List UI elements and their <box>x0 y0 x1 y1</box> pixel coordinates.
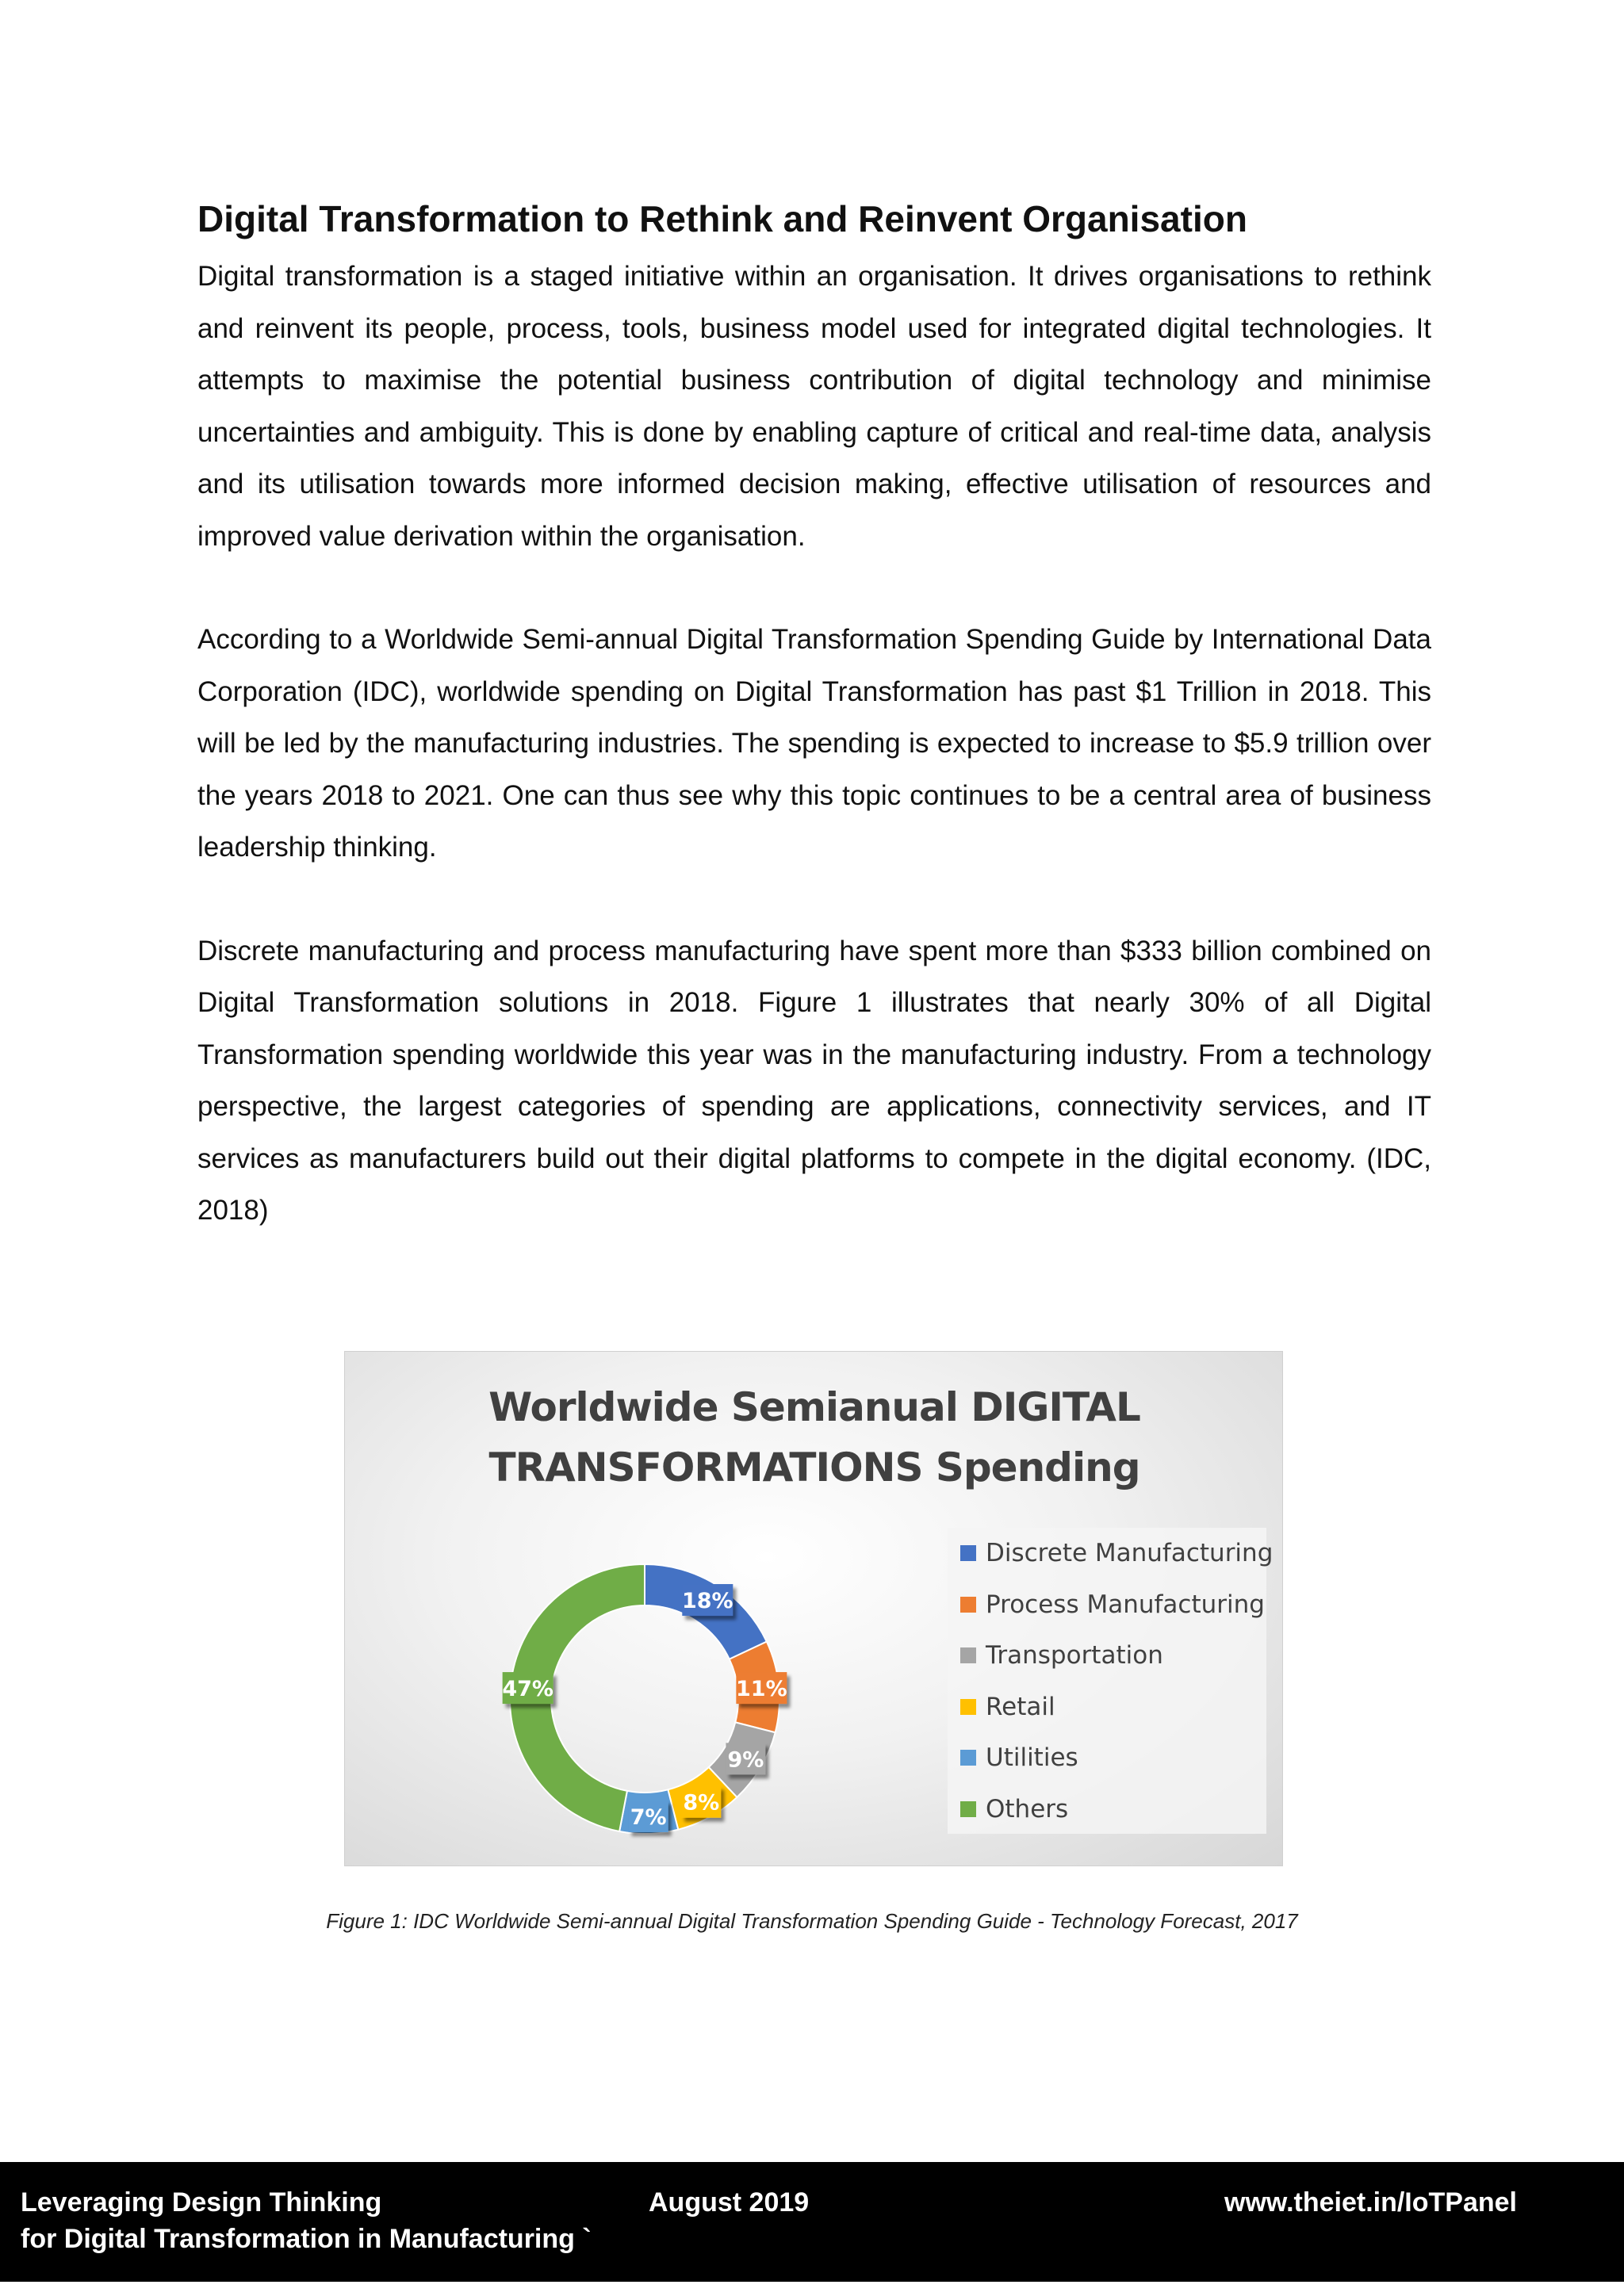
section-heading: Digital Transformation to Rethink and Reinvent Organisation <box>197 198 1247 239</box>
legend-swatch <box>960 1801 976 1817</box>
data-label-utilities <box>629 1800 668 1832</box>
legend-item-process-manufacturing <box>948 1579 1266 1631</box>
legend-swatch <box>960 1545 976 1561</box>
svg-text:8%: 8% <box>683 1790 720 1816</box>
figure-caption: Figure 1: IDC Worldwide Semi-annual Digital Transformation Spending Guide - Technology Forecast, 2017 <box>326 1909 1298 1933</box>
legend-swatch <box>960 1597 976 1613</box>
page-footer <box>0 2162 1624 2282</box>
legend-label: Process Manufacturing <box>986 1590 1265 1619</box>
legend-label: Retail <box>986 1692 1055 1721</box>
legend-label: Discrete Manufacturing <box>986 1539 1274 1568</box>
chart-title-line-2: TRANSFORMATIONS Spending <box>488 1445 1140 1490</box>
data-label-others <box>502 1672 553 1704</box>
footer-url: www.theiet.in/IoTPanel <box>1224 2187 1518 2218</box>
legend-item-transportation <box>948 1630 1266 1682</box>
svg-text:47%: 47% <box>502 1677 553 1702</box>
footer-date: August 2019 <box>649 2187 810 2218</box>
svg-text:9%: 9% <box>727 1747 764 1773</box>
svg-text:18%: 18% <box>681 1589 733 1614</box>
legend-item-retail <box>948 1682 1266 1733</box>
legend-item-utilities <box>948 1732 1266 1784</box>
footer-title-line-1: Leveraging Design Thinking <box>21 2187 382 2218</box>
footer-title <box>21 2184 592 2257</box>
legend-swatch <box>960 1750 976 1766</box>
article-body <box>197 195 1431 1288</box>
legend-item-discrete-manufacturing <box>948 1528 1274 1579</box>
chart-title-line-1: Worldwide Semianual DIGITAL <box>488 1384 1140 1430</box>
svg-text:11%: 11% <box>736 1677 787 1702</box>
spending-chart <box>344 1351 1283 1866</box>
legend-item-others <box>948 1784 1266 1835</box>
legend-label: Transportation <box>986 1641 1163 1670</box>
legend-swatch <box>960 1647 976 1663</box>
data-label-process-manufacturing <box>736 1672 787 1704</box>
chart-legend <box>948 1528 1274 1834</box>
paragraph-1: Digital transformation is a staged initiative within an organisation. It drives organisations to rethink and reinvent its people, process, tools, business model used for integrated digital technologies. It attempts to maximise the potential business contribution of digital technology and minimise uncertainties and ambiguity. This is done by enabling capture of critical and real-time data, analysis and its utilisation towards more informed decision making, effective utilisation of resources and improved value derivation within the organisation. <box>197 261 1431 552</box>
paragraph-2: According to a Worldwide Semi-annual Digital Transformation Spending Guide by International Data Corporation (IDC), worldwide spending on Digital Transformation has past $1 Trillion in 2018. This will be led by the manufacturing industries. The spending is expected to increase to $5.9 trillion over the years 2018 to 2021. One can thus see why this topic continues to be a central area of business leadership thinking. <box>197 624 1431 863</box>
data-label-retail <box>681 1786 721 1818</box>
footer-title-line-2: for Digital Transformation in Manufacturing ` <box>21 2224 592 2254</box>
svg-text:7%: 7% <box>630 1804 667 1830</box>
legend-label: Utilities <box>986 1743 1078 1773</box>
legend-swatch <box>960 1699 976 1715</box>
data-label-transportation <box>726 1743 765 1774</box>
paragraph-3: Discrete manufacturing and process manufacturing have spent more than $333 billion combined on Digital Transformation solutions in 2018. Figure 1 illustrates that nearly 30% of all Digital Transformation spending worldwide this year was in the manufacturing industry. From a technology perspective, the largest categories of spending are applications, connectivity services, and IT services as manufacturers build out their digital platforms to compete in the digital economy. (IDC, 2018) <box>197 935 1431 1226</box>
legend-label: Others <box>986 1794 1069 1823</box>
data-label-discrete-manufacturing <box>682 1584 733 1616</box>
